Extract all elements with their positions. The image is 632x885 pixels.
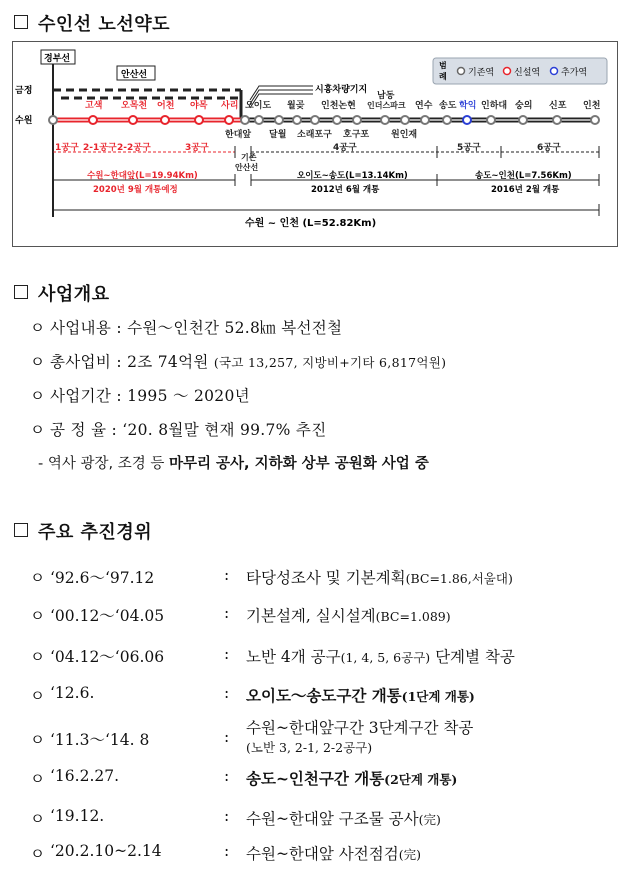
overview-item <box>30 316 342 338</box>
legend-added-label: 추가역 <box>561 68 588 78</box>
bullet-icon: ㅇ <box>30 353 46 371</box>
history-date: ‘19.12. <box>50 807 105 825</box>
station-marker-wolgot <box>293 116 301 124</box>
station-marker-hogupo <box>353 116 361 124</box>
station-soraepogu-label: 소래포구 <box>297 130 332 140</box>
bullet-icon: ㅇ <box>30 770 45 788</box>
history-note: (2단계 개통) <box>384 772 458 787</box>
legend-new-icon <box>504 68 511 75</box>
bullet-icon: ㅇ <box>30 648 45 666</box>
station-marker-soraepogu <box>311 116 319 124</box>
overview-subline <box>38 452 429 473</box>
checkbox-square-icon <box>14 285 28 299</box>
history-desc <box>246 684 475 706</box>
section2-title-text: 사업개요 <box>38 284 110 305</box>
history-note: (노반 3, 2-1, 2-2공구) <box>246 740 373 755</box>
bullet-icon: ㅇ <box>30 607 45 625</box>
station-sinpo-label: 신포 <box>549 101 567 111</box>
overview-sub-plain: - 역사 광장, 조경 등 <box>38 456 169 472</box>
legend-title-2: 례 <box>439 72 447 81</box>
overview-value: 2조 74억원 <box>127 353 214 371</box>
section-gong1-label: 1공구 <box>55 143 79 153</box>
history-date: ‘12.6. <box>50 684 95 702</box>
history-desc <box>246 842 421 864</box>
legend-new-label: 신설역 <box>514 68 541 78</box>
history-desc-text: 타당성조사 및 기본계획 <box>246 569 406 587</box>
bullet-icon: ㅇ <box>30 687 45 705</box>
history-note: (完) <box>398 847 421 862</box>
geumjeong-label: 금정 <box>15 86 33 96</box>
gyeongbu-label: 경부선 <box>44 54 71 64</box>
depot-line-1 <box>250 86 313 100</box>
station-yamok-label: 야목 <box>190 101 208 111</box>
overview-item <box>30 418 326 440</box>
history-colon: : <box>224 807 230 825</box>
station-eocheon-label: 어천 <box>157 101 175 111</box>
station-wolgot-label: 월곶 <box>287 101 305 111</box>
history-desc-text: 수원~한대앞 사전점검 <box>246 845 399 863</box>
station-marker-incheonnonhyeon <box>333 116 341 124</box>
section-title-route-map <box>14 10 170 36</box>
legend-added-icon <box>551 68 558 75</box>
station-hogupo-label: 호구포 <box>343 130 370 140</box>
overview-value: 수원～인천간 52.8㎞ 복선전철 <box>127 319 343 337</box>
legend-existing-icon <box>458 68 465 75</box>
history-note: (BC=1.089) <box>375 609 451 624</box>
history-desc-text: 기본설계, 실시설계 <box>246 607 376 625</box>
history-colon: : <box>224 767 230 785</box>
history-colon: : <box>224 728 230 746</box>
station-marker-incheon <box>591 116 599 124</box>
station-marker-namdong <box>381 116 389 124</box>
seg1-date: 2020년 9월 개통예정 <box>93 185 178 195</box>
history-date: ‘16.2.27. <box>50 767 120 785</box>
station-dalwol-label: 달월 <box>269 130 287 140</box>
station-handaeap-label: 한대앞 <box>225 130 252 140</box>
ansan-label: 안산선 <box>121 70 148 80</box>
legend-existing-label: 기존역 <box>468 68 495 78</box>
station-songdo-label: 송도 <box>439 101 457 111</box>
station-marker-handaeap <box>241 116 249 124</box>
overview-note: (국고 13,257, 지방비+기타 6,817억원) <box>213 355 447 370</box>
suwon-left-label: 수원 <box>15 116 33 126</box>
section-gong4-label: 4공구 <box>333 143 357 153</box>
bullet-icon: ㅇ <box>30 387 46 405</box>
station-marker-hakik <box>463 116 471 124</box>
section-gong6-label: 6공구 <box>537 143 561 153</box>
station-marker-sari <box>225 116 233 124</box>
seg2-date: 2012년 6월 개통 <box>311 185 380 195</box>
section-title-history <box>14 518 152 544</box>
station-inhadae-label: 인하대 <box>481 101 508 111</box>
total-length-label: 수원 ~ 인천 (L=52.82Km) <box>245 218 377 229</box>
station-marker-suwon <box>49 116 57 124</box>
overview-label: 공 정 율 : <box>50 421 123 439</box>
history-colon: : <box>224 604 230 622</box>
history-desc <box>246 604 451 626</box>
section3-title-text: 주요 추진경위 <box>38 522 153 543</box>
station-marker-sinpo <box>553 116 561 124</box>
station-incheonnonhyeon-label: 인천논현 <box>321 101 356 111</box>
station-namdong-label: 남동 <box>377 91 395 101</box>
station-marker-wonincheon <box>401 116 409 124</box>
history-colon: : <box>224 842 230 860</box>
overview-sub-bold: 마무리 공사, 지하화 상부 공원화 사업 중 <box>168 456 429 472</box>
overview-item <box>30 350 446 372</box>
legend-title-1: 범 <box>439 61 447 70</box>
history-desc-text: 송도~인천구간 개통 <box>246 769 385 788</box>
history-date: ‘11.3～‘14. 8 <box>50 731 150 749</box>
history-date: ‘00.12～‘04.05 <box>50 607 165 625</box>
history-note: (BC=1.86,서울대) <box>405 571 513 586</box>
history-row <box>30 716 620 760</box>
history-colon: : <box>224 684 230 702</box>
history-desc <box>246 716 473 756</box>
section-title-overview <box>14 280 110 306</box>
bullet-icon: ㅇ <box>30 810 45 828</box>
station-marker-songdo <box>443 116 451 124</box>
section-existing-label: 기존 <box>241 153 257 162</box>
history-desc-text: 노반 4개 공구 <box>246 648 341 666</box>
section-gong21-label: 2-1공구 <box>83 143 117 153</box>
section-gong3-label: 3공구 <box>185 143 209 153</box>
station-hakik-label: 학익 <box>459 101 477 111</box>
bullet-icon: ㅇ <box>30 319 46 337</box>
station-wonincheon-label: 원인재 <box>391 130 418 140</box>
history-desc <box>246 645 515 667</box>
history-desc-text: 수원~한대앞구간 3단계구간 착공 <box>246 719 474 737</box>
seg3-name: 송도~인천(L=7.56Km) <box>475 171 572 181</box>
route-map <box>12 41 618 247</box>
history-colon: : <box>224 566 230 584</box>
station-marker-godaek <box>89 116 97 124</box>
seg1-name: 수원~한대앞(L=19.94Km) <box>87 171 198 181</box>
overview-label: 사업내용 : <box>50 319 128 337</box>
history-date: ‘20.2.10~2.14 <box>50 842 162 860</box>
history-colon: : <box>224 645 230 663</box>
history-desc <box>246 767 457 789</box>
station-sari-label: 사리 <box>221 101 239 111</box>
section-gong5-label: 5공구 <box>457 143 481 153</box>
station-omokcheon-label: 오목천 <box>121 101 148 111</box>
station-oido-label: 오이도 <box>245 101 272 111</box>
checkbox-square-icon <box>14 523 28 537</box>
bullet-icon: ㅇ <box>30 845 45 863</box>
history-note: (1, 4, 5, 6공구) <box>340 650 431 665</box>
section-gong22-label: 2-2공구 <box>117 143 151 153</box>
station-marker-eocheon <box>161 116 169 124</box>
station-marker-omokcheon <box>129 116 137 124</box>
bullet-icon: ㅇ <box>30 569 45 587</box>
station-marker-sungui <box>519 116 527 124</box>
overview-item <box>30 384 250 406</box>
station-marker-oido <box>255 116 263 124</box>
station-godaek-label: 고색 <box>85 101 103 111</box>
depot-label: 시흥차량기지 <box>315 85 368 95</box>
seg3-date: 2016년 2월 개통 <box>491 185 560 195</box>
station-sungui-label: 숭의 <box>515 101 533 111</box>
station-namdong2-label: 인더스파크 <box>367 101 406 110</box>
history-date: ‘92.6～‘97.12 <box>50 569 155 587</box>
history-note: (完) <box>418 812 441 827</box>
station-marker-dalwol <box>275 116 283 124</box>
station-incheon-label: 인천 <box>583 101 601 111</box>
history-desc <box>246 807 441 829</box>
history-note: (1단계 개통) <box>401 689 475 704</box>
section1-title-text: 수인선 노선약도 <box>38 14 170 35</box>
overview-label: 총사업비 : <box>50 353 128 371</box>
history-date: ‘04.12～‘06.06 <box>50 648 165 666</box>
bullet-icon: ㅇ <box>30 731 45 749</box>
history-desc-text: 오이도～송도구간 개통 <box>246 686 402 705</box>
overview-value: ‘20. 8월말 현재 99.7% 추진 <box>122 421 327 439</box>
station-yeonsu-label: 연수 <box>415 101 433 111</box>
checkbox-square-icon <box>14 15 28 29</box>
history-desc-text: 수원~한대앞 구조물 공사 <box>246 810 419 828</box>
station-marker-inhadae <box>487 116 495 124</box>
history-desc-text-2: 단계별 착공 <box>430 648 515 666</box>
section-existing2-label: 안산선 <box>235 163 259 172</box>
station-marker-yeonsu <box>421 116 429 124</box>
history-desc <box>246 566 513 588</box>
seg2-name: 오이도~송도(L=13.14Km) <box>297 171 408 181</box>
station-marker-yamok <box>195 116 203 124</box>
route-map-svg <box>13 42 617 246</box>
overview-value: 1995 ～ 2020년 <box>127 387 250 405</box>
overview-label: 사업기간 : <box>50 387 128 405</box>
bullet-icon: ㅇ <box>30 421 46 439</box>
